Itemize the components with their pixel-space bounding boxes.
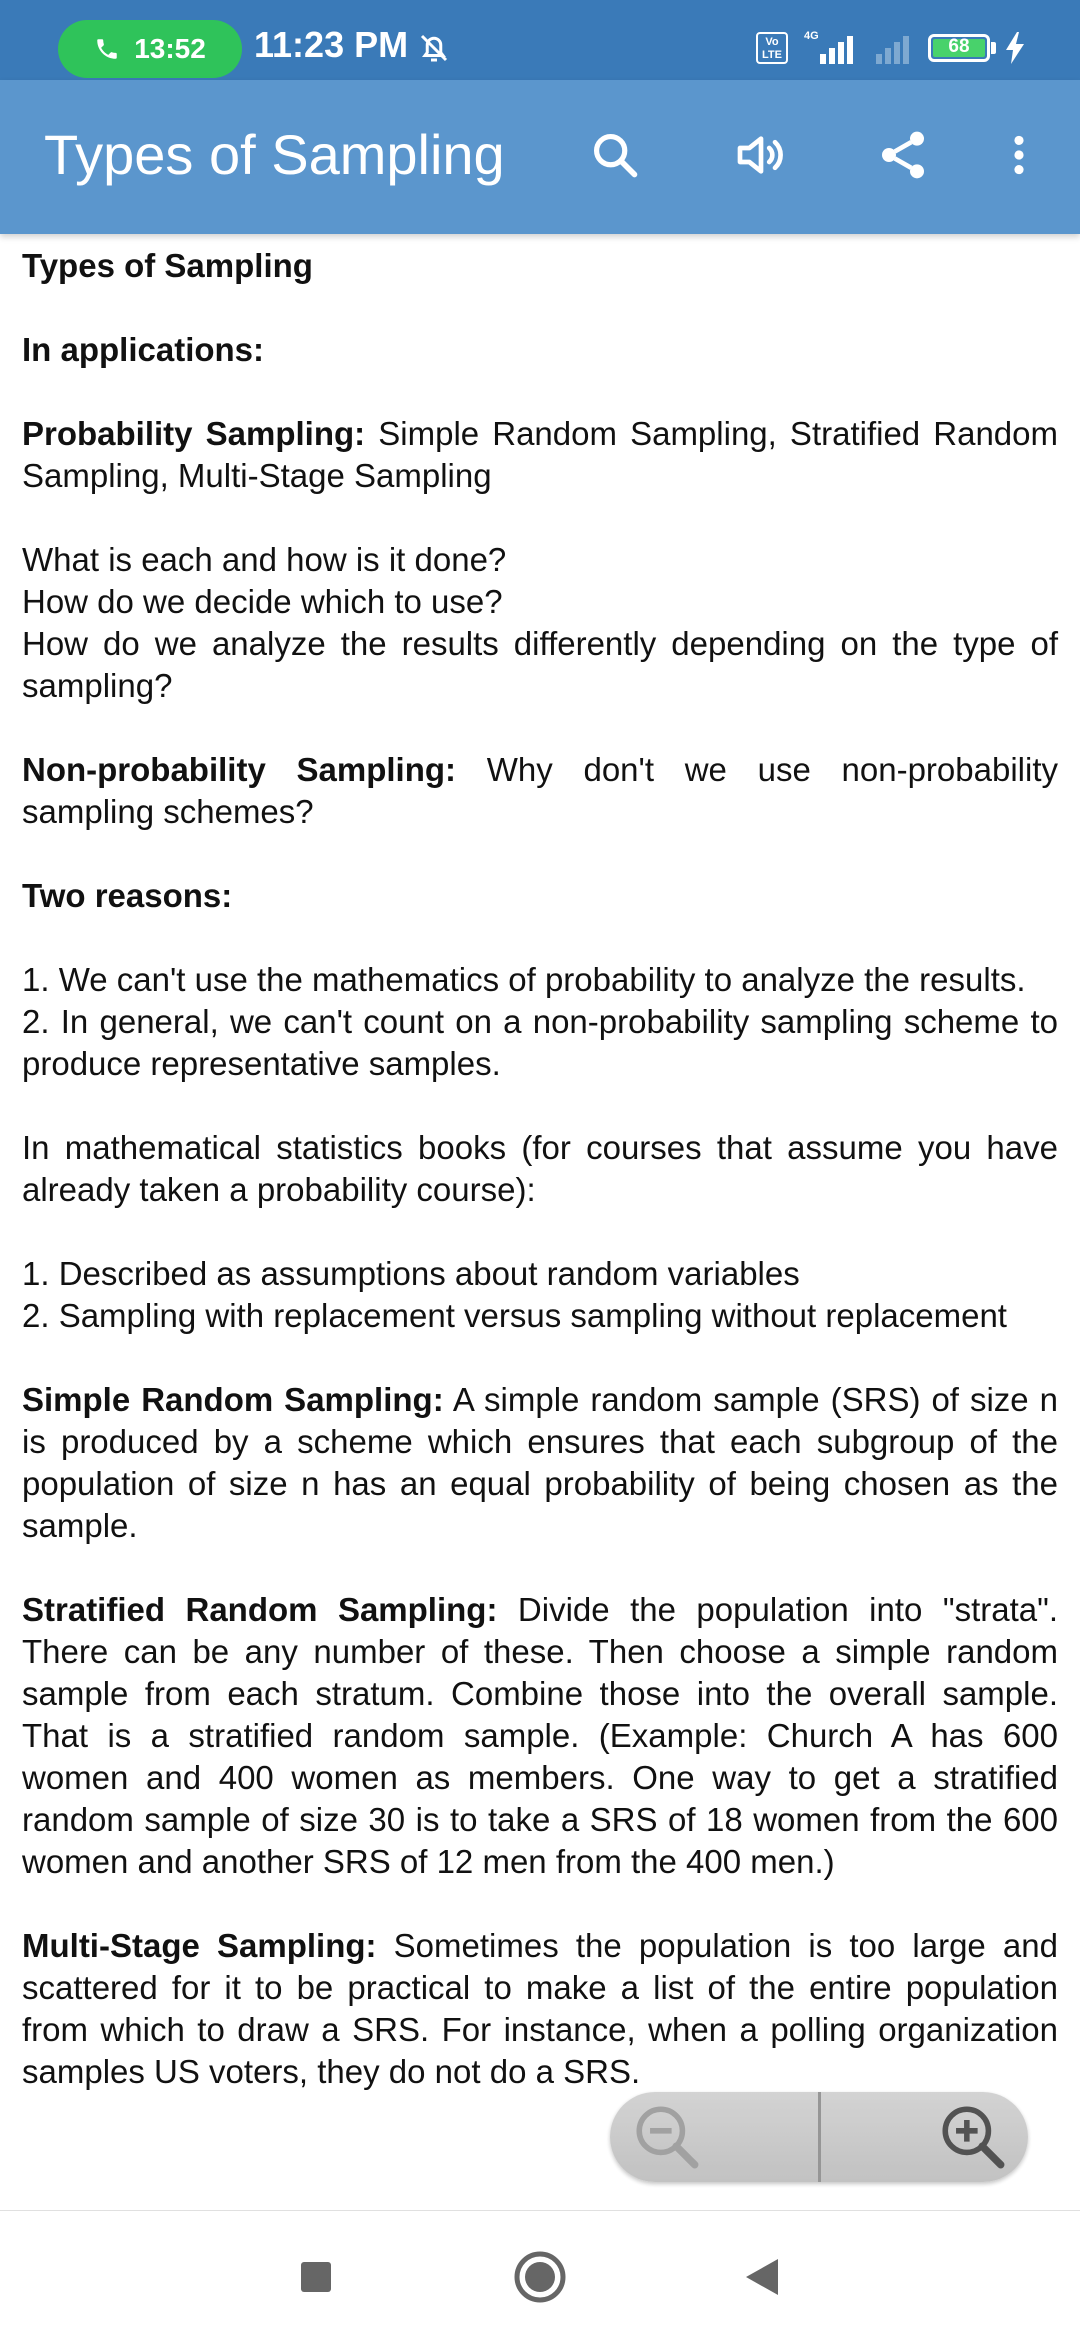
more-vert-icon — [994, 130, 1044, 180]
zoom-control — [610, 2092, 1028, 2182]
volte-indicator: Vo LTE — [756, 32, 788, 64]
phone-icon — [94, 36, 120, 62]
back-button[interactable] — [732, 2247, 792, 2307]
zoom-in-button[interactable] — [936, 2100, 1010, 2174]
home-icon — [512, 2249, 568, 2305]
stratified-paragraph: Stratified Random Sampling: Divide the population into "strata". There can be any number of these. Then choose a simple random sample from each stratum. Combine those into the overall sample. That is a stratified random sample. (Example: Church A has 600 women and 400 women as members. One way to get a stratified random sample of size 30 is to take a SRS of 18 women from the 600 women and another SRS of 12 men from the 400 men.) — [22, 1591, 1058, 1880]
reasons-heading: Two reasons: — [22, 877, 233, 914]
probability-paragraph: Probability Sampling: Simple Random Sampling, Stratified Random Sampling, Multi-Stage Sampling — [22, 415, 1059, 494]
signal-icon — [798, 28, 862, 68]
alarm-off-icon — [416, 30, 452, 66]
system-nav-bar — [0, 2210, 1080, 2341]
non-probability-paragraph: Non-probability Sampling: Why don't we use non-probability sampling schemes? — [22, 751, 1058, 830]
srs-paragraph: Simple Random Sampling: A simple random sample (SRS) of size n is produced by a scheme which ensures that each subgroup of the population of size n has an equal probability of being chosen as the sample. — [22, 1381, 1058, 1544]
app-bar — [0, 80, 1080, 234]
back-icon — [742, 2255, 782, 2299]
recents-button[interactable] — [286, 2247, 346, 2307]
call-duration: 13:52 — [134, 33, 206, 64]
speak-button[interactable] — [726, 120, 796, 190]
applications-heading: In applications: — [22, 331, 265, 368]
reasons-list: 1. We can't use the mathematics of probability to analyze the results. 2. In general, we can't count on a non-probability sampling scheme to produce representative samples. — [22, 961, 1058, 1082]
questions-paragraph: What is each and how is it done? How do we decide which to use? How do we analyze the results differently depending on the type of sampling? — [22, 541, 1058, 704]
share-icon — [875, 127, 931, 183]
search-icon — [589, 129, 641, 181]
zoom-out-button[interactable] — [630, 2100, 704, 2174]
assumptions-list: 1. Described as assumptions about random variables 2. Sampling with replacement versus sampling without replacement — [22, 1255, 1007, 1334]
article-content — [22, 245, 1058, 2135]
battery-level: 68 — [948, 36, 970, 57]
page-title: Types of Sampling — [44, 123, 505, 186]
network-type: 4G — [804, 30, 819, 42]
signal-sim2-icon — [872, 28, 916, 68]
battery-icon — [928, 34, 990, 62]
ongoing-call-pill[interactable] — [58, 20, 242, 78]
search-button[interactable] — [580, 120, 650, 190]
math-books-paragraph: In mathematical statistics books (for courses that assume you have already taken a probability course): — [22, 1129, 1058, 1208]
status-bar — [0, 0, 1080, 80]
more-options-button[interactable] — [984, 120, 1054, 190]
zoom-in-icon — [936, 2100, 1010, 2174]
speaker-icon — [733, 127, 789, 183]
share-button[interactable] — [868, 120, 938, 190]
home-button[interactable] — [510, 2247, 570, 2307]
article-heading: Types of Sampling — [22, 247, 313, 284]
zoom-out-icon — [630, 2100, 704, 2174]
charging-icon — [1004, 32, 1026, 64]
recents-icon — [299, 2260, 333, 2294]
clock: 11:23 PM — [254, 24, 409, 65]
multi-stage-paragraph: Multi-Stage Sampling: Sometimes the population is too large and scattered for it to be practical to make a list of the entire population from which to draw a SRS. For instance, when a polling organization samples US voters, they do not do a SRS. — [22, 1927, 1058, 2090]
